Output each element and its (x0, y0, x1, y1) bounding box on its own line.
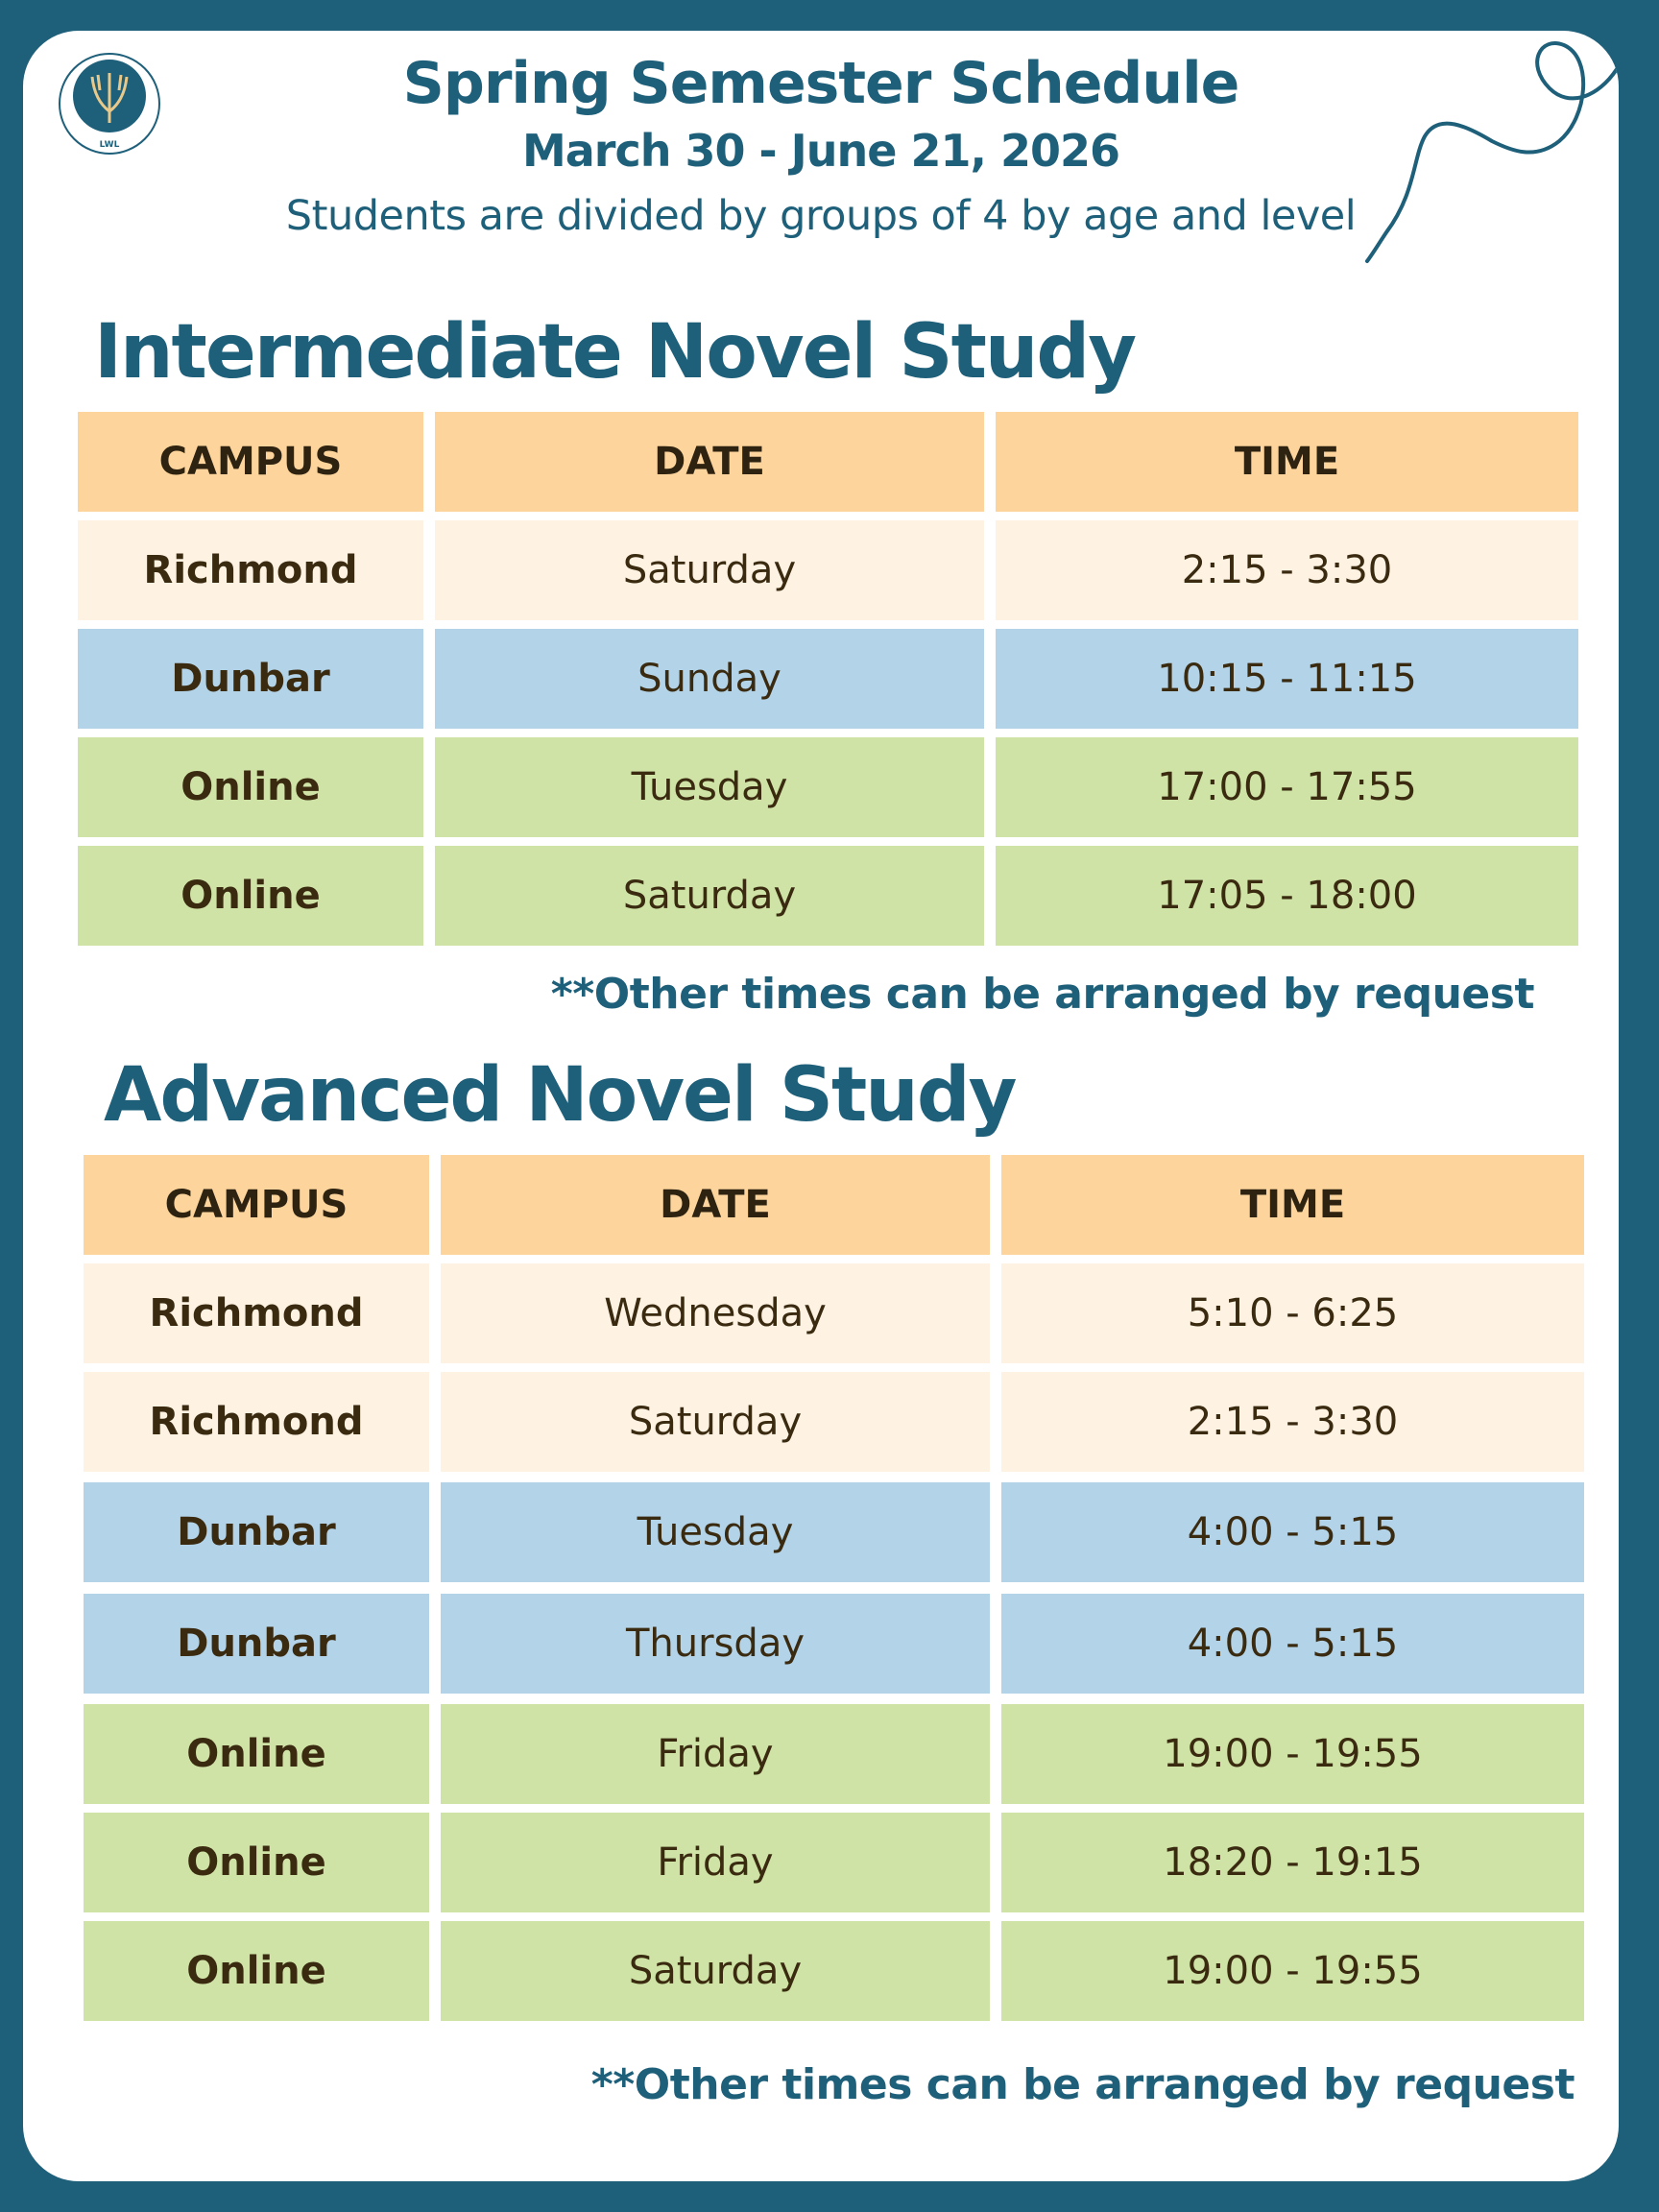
time-cell: 18:20 - 19:15 (1001, 1813, 1584, 1912)
page-title: Spring Semester Schedule (402, 50, 1239, 117)
date-cell: Saturday (441, 1921, 990, 2021)
time-cell: 5:10 - 6:25 (1001, 1263, 1584, 1363)
time-cell: 2:15 - 3:30 (996, 520, 1578, 620)
date-cell: Saturday (435, 846, 984, 946)
time-cell: 17:05 - 18:00 (996, 846, 1578, 946)
date-cell: Tuesday (435, 737, 984, 837)
time-cell: 19:00 - 19:55 (1001, 1921, 1584, 2021)
date-cell: Sunday (435, 629, 984, 729)
campus-cell: Online (84, 1704, 429, 1804)
date-cell: Saturday (441, 1372, 990, 1472)
campus-cell: Online (84, 1921, 429, 2021)
column-header-date: DATE (441, 1155, 990, 1255)
date-cell: Saturday (435, 520, 984, 620)
campus-cell: Richmond (78, 520, 423, 620)
campus-cell: Online (78, 846, 423, 946)
column-header-campus: CAMPUS (84, 1155, 429, 1255)
column-header-time: TIME (996, 412, 1578, 512)
time-cell: 2:15 - 3:30 (1001, 1372, 1584, 1472)
time-cell: 4:00 - 5:15 (1001, 1594, 1584, 1694)
campus-cell: Dunbar (78, 629, 423, 729)
time-cell: 17:00 - 17:55 (996, 737, 1578, 837)
date-cell: Thursday (441, 1594, 990, 1694)
time-cell: 19:00 - 19:55 (1001, 1704, 1584, 1804)
date-cell: Friday (441, 1704, 990, 1804)
date-cell: Friday (441, 1813, 990, 1912)
advanced-section-heading: Advanced Novel Study (104, 1052, 1016, 1139)
schedule-card (23, 31, 1619, 2181)
campus-cell: Online (84, 1813, 429, 1912)
column-header-time: TIME (1001, 1155, 1584, 1255)
time-cell: 10:15 - 11:15 (996, 629, 1578, 729)
logo-text: LWL (99, 140, 120, 150)
intermediate-section-heading: Intermediate Novel Study (94, 309, 1136, 396)
intermediate-request-note: **Other times can be arranged by request (550, 970, 1534, 1019)
campus-cell: Dunbar (84, 1482, 429, 1582)
page-subtitle: Students are divided by groups of 4 by age and level (285, 192, 1357, 240)
campus-cell: Richmond (84, 1263, 429, 1363)
date-cell: Tuesday (441, 1482, 990, 1582)
column-header-campus: CAMPUS (78, 412, 423, 512)
campus-cell: Richmond (84, 1372, 429, 1472)
advanced-schedule-table (84, 1155, 1584, 2056)
date-cell: Wednesday (441, 1263, 990, 1363)
semester-dates: March 30 - June 21, 2026 (521, 125, 1120, 177)
column-header-date: DATE (435, 412, 984, 512)
intermediate-schedule-table (78, 412, 1578, 950)
campus-cell: Dunbar (84, 1594, 429, 1694)
advanced-request-note: **Other times can be arranged by request (590, 2060, 1575, 2109)
time-cell: 4:00 - 5:15 (1001, 1482, 1584, 1582)
campus-cell: Online (78, 737, 423, 837)
